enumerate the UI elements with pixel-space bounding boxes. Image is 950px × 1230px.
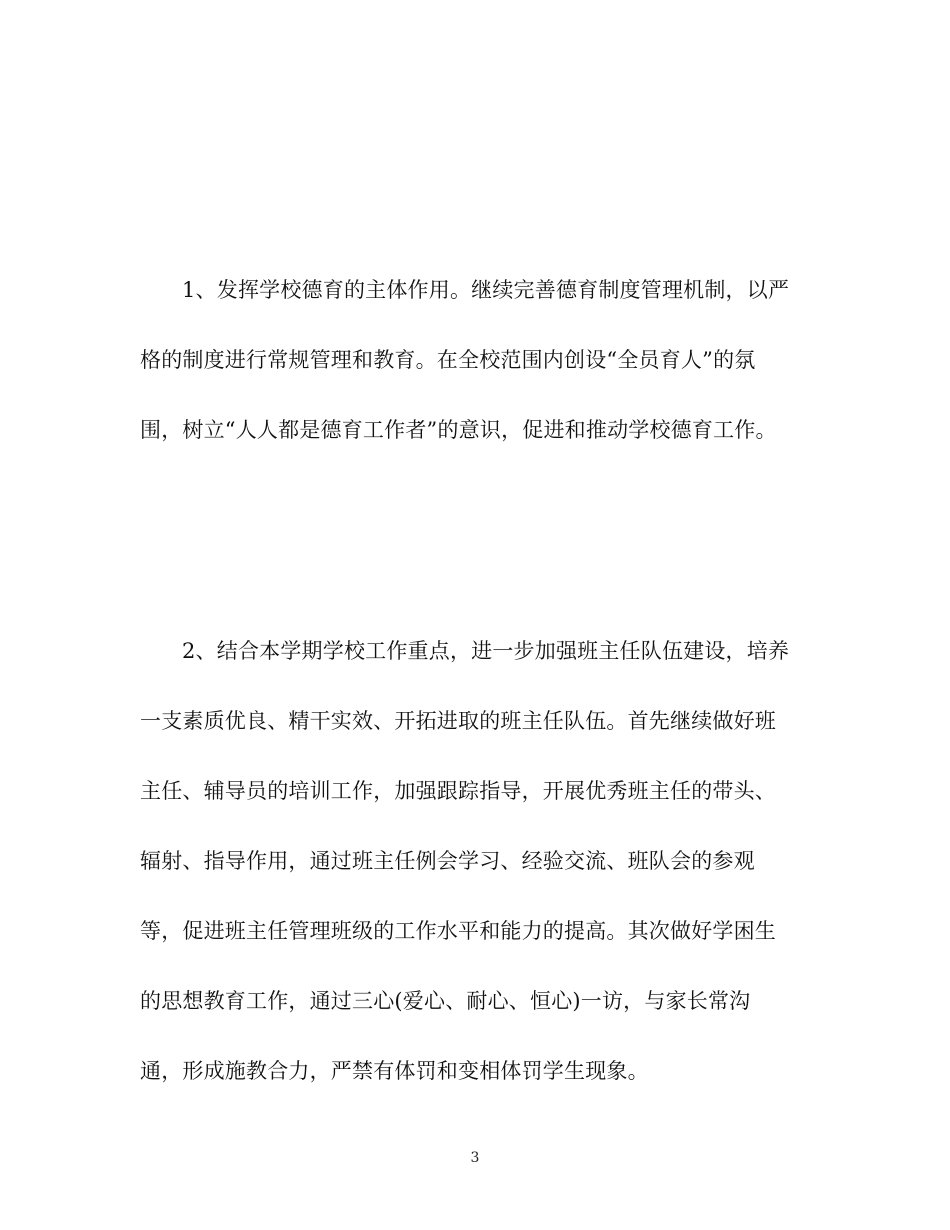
paragraph-line: 通，形成施教合力，严禁有体罚和变相体罚学生现象。	[140, 1059, 649, 1083]
paragraph-line: 主任、辅导员的培训工作，加强跟踪指导，开展优秀班主任的带头、	[140, 779, 776, 803]
page-number: 3	[470, 1150, 480, 1166]
paragraph-line: 1、发挥学校德育的主体作用。继续完善德育制度管理机制，以严	[182, 278, 790, 302]
paragraph-1	[140, 274, 820, 484]
paragraph-line: 等，促进班主任管理班级的工作水平和能力的提高。其次做好学困生	[140, 919, 776, 943]
paragraph-line: 辐射、指导作用，通过班主任例会学习、经验交流、班队会的参观	[140, 849, 755, 873]
paragraph-line: 围，树立“人人都是德育工作者”的意识，促进和推动学校德育工作。	[140, 418, 777, 442]
paragraph-2	[140, 635, 820, 1125]
paragraph-line: 的思想教育工作，通过三心(爱心、耐心、恒心)一访，与家长常沟	[140, 989, 751, 1013]
paragraph-line: 2、结合本学期学校工作重点，进一步加强班主任队伍建设，培养	[182, 639, 790, 663]
paragraph-line: 格的制度进行常规管理和教育。在全校范围内创设“全员育人”的氛	[140, 348, 756, 372]
paragraph-line: 一支素质优良、精干实效、开拓进取的班主任队伍。首先继续做好班	[140, 709, 776, 733]
